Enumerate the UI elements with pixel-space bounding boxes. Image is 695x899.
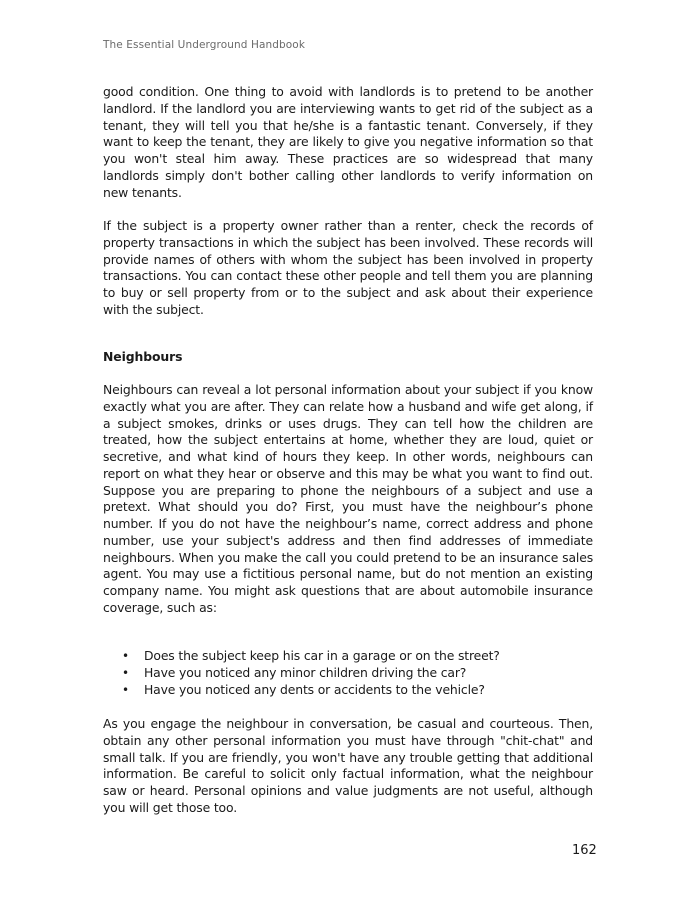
body-paragraph-neighbours-intro: Neighbours can reveal a lot personal information about your subject if you know exactly what you are after. They can relate how a husband and wife get along, if a subject smokes, drinks or uses drugs. They can tell how the children are treated, how the subject entertains at home, whether they are loud, quiet or secretive, and what kind of hours they keep. In other words, neighbours can report on what they hear or observe and this may be what you want to find out. Suppose you are preparing to phone the neighbours of a subject and use a pretext. What should you do? First, you must have the neighbour’s phone number. If you do not have the neighbour’s name, correct address and phone number, use your subject's address and then find addresses of immediate neighbours. When you make the call you could pretend to be an insurance sales agent. You may use a fictitious personal name, but do not mention an existing company name. You might ask questions that are about automobile insurance coverage, such as: [103,382,593,615]
body-paragraph-conversation-tips: As you engage the neighbour in conversation, be casual and courteous. Then, obtain any other personal information you must have through "chit-chat" and small talk. If you are friendly, you won't have any trouble getting that additional information. Be careful to solicit only factual information, what the neighbour saw or heard. Personal opinions and value judgments are not useful, although you will get those too. [103,716,593,815]
bullet-icon: • [122,682,129,697]
page-number: 162 [572,843,597,858]
body-paragraph-landlords: good condition. One thing to avoid with landlords is to pretend to be another landlord. If the landlord you are interviewing wants to get rid of the subject as a tenant, they will tell you that he/she is a fantastic tenant. Conversely, if they want to keep the tenant, they are likely to give you negative information so that you won't steal him away. These practices are so widespread that many landlords simply don't bother calling other landlords to verify information on new tenants. [103,84,593,200]
bullet-text: Does the subject keep his car in a garage or on the street? [144,648,500,663]
bullet-list-item [103,682,593,699]
section-heading-neighbours: Neighbours [103,349,183,364]
running-header: The Essential Underground Handbook [103,39,306,51]
question-bullet-list [103,648,593,699]
bullet-list-item [103,665,593,682]
bullet-icon: • [122,649,129,663]
bullet-icon: • [122,665,129,680]
bullet-text: Have you noticed any minor children driving the car? [144,664,467,680]
bullet-text: Have you noticed any dents or accidents to the vehicle? [144,681,485,697]
bullet-list-item [103,648,593,665]
body-paragraph-property-owner: If the subject is a property owner rather than a renter, check the records of property transactions in which the subject has been involved. These records will provide names of others with whom the subject has been involved in property transactions. You can contact these other people and tell them you are planning to buy or sell property from or to the subject and ask about their experience with the subject. [103,218,593,317]
